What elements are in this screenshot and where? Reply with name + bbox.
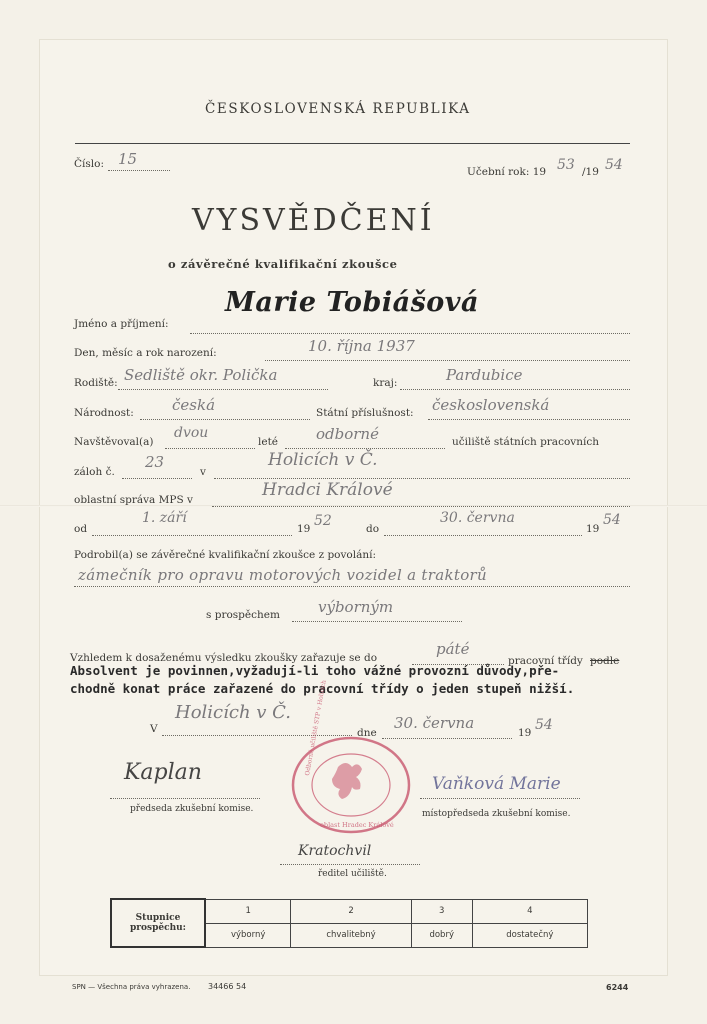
- grade-number-3: 3: [411, 899, 472, 923]
- navstevoval-line: [165, 448, 255, 449]
- kraj-line: [400, 389, 630, 390]
- dne-label: dne: [357, 727, 377, 739]
- od-line: [92, 535, 292, 536]
- date-year: 54: [535, 717, 553, 733]
- od-value: 1. září: [142, 510, 187, 526]
- document-subtitle: o závěrečné kvalifikační zkoušce: [168, 257, 398, 271]
- zaloh-v-line: [214, 478, 630, 479]
- school-year-sep: /19: [582, 166, 599, 178]
- povolani-value: zámečník pro opravu motorových vozidel a traktorů: [78, 566, 487, 584]
- header-rule: [75, 143, 630, 144]
- do-line: [384, 535, 582, 536]
- jmeno-line: [190, 333, 630, 334]
- do-year: 54: [603, 512, 621, 528]
- sprava-line: [212, 506, 630, 507]
- narodnost-value: česká: [172, 396, 216, 414]
- do-label: do: [366, 523, 380, 535]
- prospechem-line: [292, 621, 462, 622]
- grade-name-4: dostatečný: [472, 923, 587, 947]
- podrobil-label: Podrobil(a) se závěrečné kvalifikační zkoušce z povolání:: [74, 549, 377, 561]
- cislo-line: [108, 170, 170, 171]
- rodiste-line: [118, 389, 328, 390]
- mistopredseda-label: místopředseda zkušební komise.: [422, 809, 571, 819]
- cislo-value: 15: [118, 150, 138, 168]
- predseda-line: [110, 798, 260, 799]
- date-value: 30. června: [394, 714, 475, 732]
- school-year-label: Učební rok: 19: [467, 166, 547, 178]
- kraj-value: Pardubice: [446, 366, 523, 384]
- statni-label: Státní příslušnost:: [316, 407, 414, 419]
- narodnost-line: [140, 419, 310, 420]
- footer-code: 34466 54: [208, 982, 247, 991]
- school-year-to: 54: [605, 157, 623, 173]
- mistopredseda-signature: Vaňková Marie: [432, 774, 561, 794]
- prospechem-label: s prospěchem: [206, 609, 280, 621]
- stamp-text-top: Odborné učiliště STP v Holicích: [304, 679, 328, 777]
- do-value: 30. června: [440, 510, 515, 526]
- jmeno-value: Marie Tobiášová: [225, 287, 479, 318]
- narozeni-line: [265, 360, 630, 361]
- reditel-line: [280, 864, 420, 865]
- zaloh-value: 23: [145, 453, 165, 471]
- footer-form-number: 6244: [606, 983, 629, 992]
- trida-value: páté: [436, 640, 470, 658]
- navstevoval-label: Navštěvoval(a): [74, 436, 154, 448]
- rodiste-value: Sedliště okr. Polička: [124, 366, 278, 384]
- sprava-label: oblastní správa MPS v: [74, 494, 193, 506]
- document-title: VYSVĚDČENÍ: [192, 203, 435, 238]
- footer-publisher: SPN — Všechna práva vyhrazena.: [72, 983, 191, 991]
- kraj-label: kraj:: [373, 377, 398, 389]
- mistopredseda-line: [420, 798, 580, 799]
- rodiste-label: Rodiště:: [74, 377, 118, 389]
- place-value: Holicích v Č.: [175, 702, 292, 723]
- place-v-label: V: [150, 723, 158, 735]
- do-year-prefix: 19: [586, 523, 600, 535]
- school-year-from: 53: [557, 157, 575, 173]
- prospechem-value: výborným: [318, 598, 394, 616]
- reditel-label: ředitel učiliště.: [318, 869, 387, 879]
- grade-name-3: dobrý: [411, 923, 472, 947]
- uciliste-label: učiliště státních pracovních: [452, 436, 599, 448]
- narozeni-value: 10. října 1937: [308, 337, 415, 355]
- grading-scale-caption: Stupnice prospěchu:: [111, 899, 205, 947]
- jmeno-label: Jméno a příjmení:: [74, 318, 169, 330]
- grade-number-1: 1: [205, 899, 291, 923]
- date-year-prefix: 19: [518, 727, 532, 739]
- classification-text: Vzhledem k dosaženému výsledku zkoušky zařazuje se do: [70, 652, 378, 664]
- reditel-signature: Kratochvil: [298, 843, 372, 859]
- republic-heading: ČESKOSLOVENSKÁ REPUBLIKA: [205, 101, 471, 117]
- grade-name-1: výborný: [205, 923, 291, 947]
- statni-value: československá: [432, 396, 550, 414]
- lete-line: [285, 448, 445, 449]
- trida-label: pracovní třídy: [508, 655, 583, 667]
- od-year: 52: [314, 513, 332, 529]
- lete-label: leté: [258, 436, 279, 448]
- lete-value: odborné: [316, 425, 379, 443]
- grade-name-2: chvalitebný: [291, 923, 411, 947]
- povolani-line: [74, 586, 630, 587]
- narodnost-label: Národnost:: [74, 407, 134, 419]
- zaloh-v-value: Holicích v Č.: [268, 450, 378, 470]
- statni-line: [428, 419, 630, 420]
- zaloh-label: záloh č.: [74, 466, 115, 478]
- grade-number-4: 4: [472, 899, 587, 923]
- typed-line-1: Absolvent je povinnen,vyžadují-li toho vážné provozní důvody,pře-: [70, 663, 560, 678]
- grading-scale-table: [110, 898, 588, 948]
- predseda-signature: Kaplan: [124, 760, 202, 785]
- trida-struck-text: podle: [590, 655, 620, 667]
- grade-number-2: 2: [291, 899, 411, 923]
- zaloh-v-label: v: [200, 466, 206, 478]
- typed-line-2: chodně konat práce zařazené do pracovní třídy o jeden stupeň nižší.: [70, 681, 575, 696]
- sprava-value: Hradci Králové: [262, 480, 393, 500]
- zaloh-line: [122, 478, 192, 479]
- navstevoval-value: dvou: [174, 425, 209, 441]
- stamp-text-bottom: oblast Hradec Králové: [320, 821, 394, 829]
- predseda-label: předseda zkušební komise.: [130, 804, 254, 814]
- narozeni-label: Den, měsíc a rok narození:: [74, 347, 217, 359]
- cislo-label: Číslo:: [74, 158, 104, 170]
- od-label: od: [74, 523, 88, 535]
- od-year-prefix: 19: [297, 523, 311, 535]
